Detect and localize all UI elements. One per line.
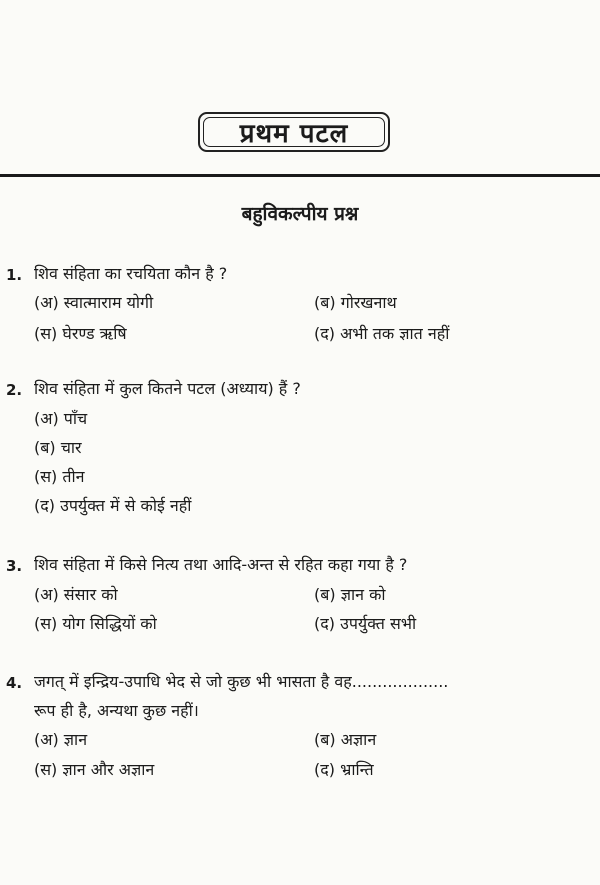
option-a: (अ) स्वात्माराम योगी xyxy=(34,293,154,312)
option-a: (अ) ज्ञान xyxy=(34,730,88,749)
question-number: 3. xyxy=(6,557,23,575)
question-text: शिव संहिता में किसे नित्य तथा आदि-अन्त से रहित कहा गया है ? xyxy=(34,555,408,574)
option-d: (द) उपर्युक्त सभी xyxy=(314,614,417,633)
option-b: (ब) ज्ञान को xyxy=(314,585,386,604)
question-text-continuation: रूप ही है, अन्यथा कुछ नहीं। xyxy=(34,701,199,720)
question-number: 2. xyxy=(6,381,23,399)
option-c: (स) ज्ञान और अज्ञान xyxy=(34,760,155,779)
option-a: (अ) पाँच xyxy=(34,409,88,428)
option-c: (स) घेरण्ड ऋषि xyxy=(34,324,127,343)
question-text: शिव संहिता का रचयिता कौन है ? xyxy=(34,264,228,283)
chapter-title: प्रथम पटल xyxy=(203,117,385,147)
option-a: (अ) संसार को xyxy=(34,585,118,604)
option-b: (ब) चार xyxy=(34,438,82,457)
option-d: (द) उपर्युक्त में से कोई नहीं xyxy=(34,496,192,515)
chapter-title-box xyxy=(198,112,390,152)
option-c: (स) योग सिद्धियों को xyxy=(34,614,157,633)
option-b: (ब) गोरखनाथ xyxy=(314,293,397,312)
option-b: (ब) अज्ञान xyxy=(314,730,377,749)
question-text: शिव संहिता में कुल कितने पटल (अध्याय) हैं ? xyxy=(34,379,301,398)
option-c: (स) तीन xyxy=(34,467,85,486)
horizontal-rule xyxy=(0,174,600,177)
question-number: 4. xyxy=(6,674,23,692)
option-d: (द) भ्रान्ति xyxy=(314,760,374,779)
question-number: 1. xyxy=(6,266,23,284)
option-d: (द) अभी तक ज्ञात नहीं xyxy=(314,324,450,343)
question-text: जगत् में इन्द्रिय-उपाधि भेद से जो कुछ भी भासता है वह................... xyxy=(34,672,449,691)
section-title: बहुविकल्पीय प्रश्न xyxy=(241,203,359,225)
